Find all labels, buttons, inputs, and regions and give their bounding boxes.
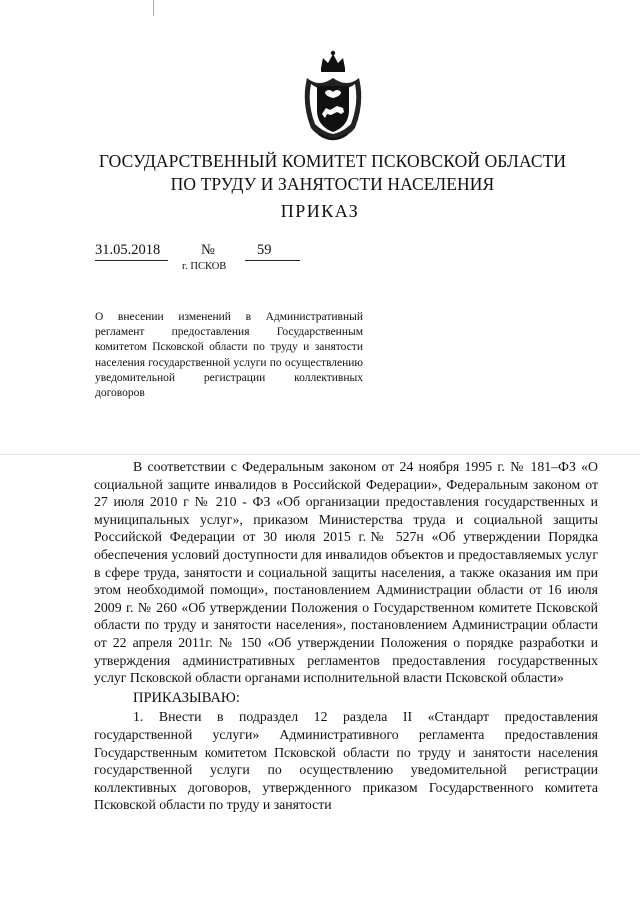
document-city: г. ПСКОВ [182, 261, 227, 272]
scan-mark [153, 0, 154, 16]
command-heading: ПРИКАЗЫВАЮ: [133, 689, 240, 706]
scan-fold-line [0, 454, 640, 455]
document-title: ПРИКАЗ [280, 201, 360, 221]
organization-name-line1: ГОСУДАРСТВЕННЫЙ КОМИТЕТ ПСКОВСКОЙ ОБЛАСТИ [98, 151, 567, 171]
pskov-coat-of-arms-icon [297, 48, 369, 144]
document-number: 59 [245, 242, 300, 261]
item-1-paragraph: 1. Внести в подраздел 12 раздела II «Стандарт предоставления государственной услуги» Административного регламента предоставления Государственным комитетом Псковской области по труду и занятости населения государственной услуги по осуществлению уведомительной регистрации коллективных договоров, утвержденного приказом Государственного комитета Псковской области по труду и занятости [94, 709, 598, 813]
document-body [94, 458, 598, 814]
organization-name [60, 150, 605, 196]
organization-name-line2: ПО ТРУДУ И ЗАНЯТОСТИ НАСЕЛЕНИЯ [170, 174, 495, 194]
number-sign: № [201, 242, 215, 258]
document-date: 31.05.2018 [95, 242, 168, 261]
document-subject: О внесении изменений в Административный регламент предоставления Государственным комитетом Псковской области по труду и занятости населения государственной услуги по осуществлению уведомительной регистрации коллективных договоров [95, 311, 363, 400]
preamble-paragraph: В соответствии с Федеральным законом от 24 ноября 1995 г. № 181–ФЗ «О социальной защите инвалидов в Российской Федерации», Федеральным законом от 27 июля 2010 г № 210 - ФЗ «Об организации предоставления государственных и муниципальных услуг», приказом Министерства труда и социальной защиты Российской Федерации от 30 июля 2015 г.№ 527н «Об утверждении Порядка обеспечения условий доступности для инвалидов объектов и предоставляемых услуг в сфере труда, занятости и социальной защиты населения, а также оказания им при этом необходимой помощи», постановлением Администрации области от 16 июля 2009 г. № 260 «Об утверждении Положения о Государственном комитете Псковской области по труду и занятости населения», постановлением Администрации области от 22 апреля 2011г. № 150 «Об утверждении Положения о порядке разработки и утверждения административных регламентов предоставления государственных услуг Псковской области органами исполнительной власти Псковской области» [94, 459, 598, 686]
